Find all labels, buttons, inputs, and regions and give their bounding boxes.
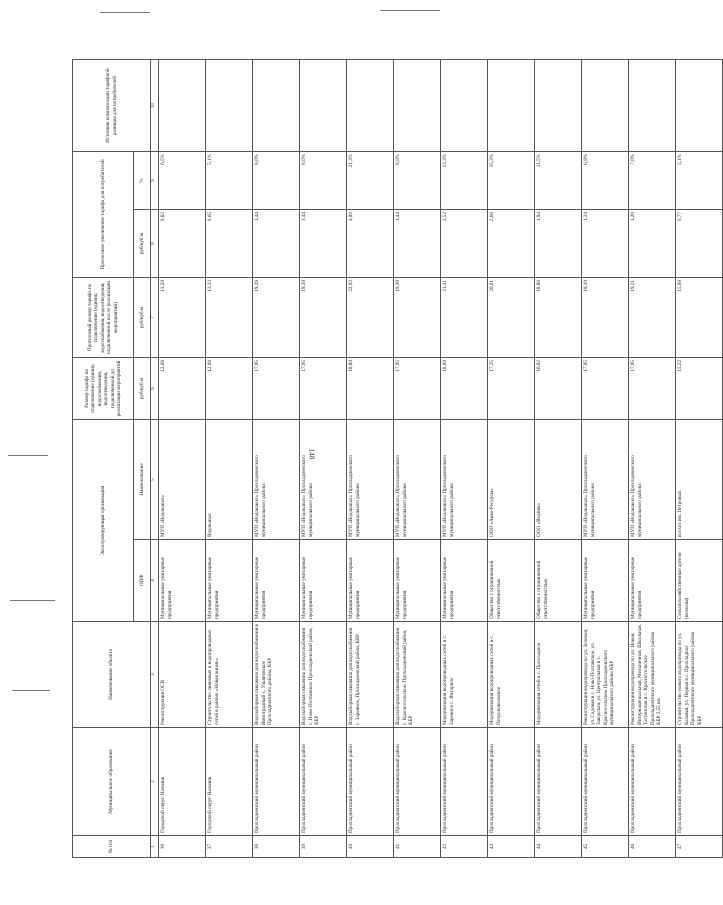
tariff-table-container — [72, 60, 703, 858]
row-municipality: Прохладненский муниципальный район — [441, 728, 488, 836]
row-municipality: Прохладненский муниципальный район — [300, 728, 347, 836]
row-growth-pct: 8,0% — [394, 152, 441, 210]
table-row — [347, 60, 394, 858]
row-municipality: Прохладненский муниципальный район — [629, 728, 676, 836]
row-growth-pct: 15,3% — [488, 152, 535, 210]
row-municipality: Прохладненский муниципальный район — [582, 728, 629, 836]
row-opf: Общество с ограниченной ответственностью — [488, 540, 535, 622]
row-object: Модернизация водопроводных сетей в с. Петропавловское — [488, 622, 535, 728]
row-municipality: Городской округ Нальчик — [206, 728, 253, 836]
column-index-row — [151, 60, 159, 858]
col-index: 3 — [151, 622, 159, 728]
row-growth-pct: 7,0% — [629, 152, 676, 210]
row-object: Реконструкция ОСВ — [159, 622, 206, 728]
row-operator: МУП «Водоканал» Прохладненского муниципального района — [347, 420, 394, 540]
col-index: 10 — [151, 60, 159, 152]
header-source: Источник компенсации тарифной разницы для потребителей — [73, 60, 151, 152]
row-fee-after: 19,19 — [582, 278, 629, 358]
row-municipality: Прохладненский муниципальный район — [488, 728, 535, 836]
row-fee-before: 15,22 — [676, 358, 723, 420]
table-row — [441, 60, 488, 858]
row-opf: Муниципальные унитарные предприятия — [441, 540, 488, 622]
row-num: 38 — [253, 836, 300, 858]
col-index: 2 — [151, 728, 159, 836]
row-fee-before: 17,35 — [488, 358, 535, 420]
row-num: 39 — [300, 836, 347, 858]
row-operator: МУП «Водоканал» Прохладненского муниципального района — [582, 420, 629, 540]
row-fee-before: 12,68 — [159, 358, 206, 420]
table-row — [535, 60, 582, 858]
row-growth-rub: 4,00 — [347, 210, 394, 278]
row-num: 43 — [488, 836, 535, 858]
row-fee-after: 22,92 — [347, 278, 394, 358]
table-row — [159, 60, 206, 858]
table-row — [629, 60, 676, 858]
row-fee-after: 19,39 — [394, 278, 441, 358]
row-fee-before: 17,95 — [394, 358, 441, 420]
table-row — [300, 60, 347, 858]
scan-mark — [10, 600, 55, 601]
row-opf: Общество с ограниченной ответственностью — [535, 540, 582, 622]
row-growth-rub: 1,94 — [535, 210, 582, 278]
row-source — [394, 60, 441, 152]
row-opf: Муниципальные унитарные предприятия — [159, 540, 206, 622]
header-municipality: Муниципальное образование — [73, 728, 151, 836]
scan-mark — [100, 12, 150, 13]
row-operator: МУП «Водоканал» — [159, 420, 206, 540]
row-fee-after: 19,21 — [629, 278, 676, 358]
row-object: Водозаборная скважина для водоснабжения в Виноградный с. Ульяновское Прохладненского района, КБР — [253, 622, 300, 728]
row-growth-rub: 2,66 — [488, 210, 535, 278]
row-fee-after: 19,39 — [300, 278, 347, 358]
row-opf: Муниципальные унитарные предприятия — [347, 540, 394, 622]
row-growth-rub: 1,44 — [300, 210, 347, 278]
row-object: Водозаборная скважина для водоснабжения с. Ново-Полтавское Прохладненский район, КБР — [300, 622, 347, 728]
scan-mark — [12, 690, 50, 691]
rotated-table-sheet — [72, 60, 703, 858]
row-fee-before: 18,89 — [441, 358, 488, 420]
row-opf: Муниципальные унитарные предприятия — [394, 540, 441, 622]
row-object: Водозаборная скважина для водоснабжения с. Красносельское, Прохладненский район, КБР — [394, 622, 441, 728]
col-index: 6 — [151, 358, 159, 420]
header-name: Наименование — [134, 420, 151, 540]
row-opf: Муниципальные унитарные предприятия — [253, 540, 300, 622]
row-operator: ООО «Водник» — [535, 420, 582, 540]
row-growth-pct: 13,3% — [441, 152, 488, 210]
table-row — [582, 60, 629, 858]
header-growth: Прогнозное увеличение тарифа для потребителей — [73, 152, 134, 278]
col-index: 1 — [151, 836, 159, 858]
row-num: 47 — [676, 836, 723, 858]
row-growth-pct: 6,5% — [159, 152, 206, 210]
row-num: 45 — [582, 836, 629, 858]
header-fee-after: Прогнозный размер тарифа на подключение (единиц водоснабжения, водоотведения, подключенной после реализации мероприятий) — [73, 278, 134, 358]
header-unit-before: руб/куб.м — [134, 358, 151, 420]
row-growth-pct: 11,5% — [535, 152, 582, 210]
row-source — [582, 60, 629, 152]
row-growth-pct: 5,1% — [676, 152, 723, 210]
row-fee-before: 12,68 — [206, 358, 253, 420]
row-operator: МУП «Водоканал» Прохладненского муниципального района — [394, 420, 441, 540]
row-opf: Муниципальные унитарные предприятия — [300, 540, 347, 622]
row-fee-before: 16,92 — [535, 358, 582, 420]
row-municipality: Прохладненский муниципальный район — [676, 728, 723, 836]
row-growth-pct: 8,0% — [300, 152, 347, 210]
row-source — [535, 60, 582, 152]
table-row — [394, 60, 441, 858]
row-fee-after: 21,41 — [441, 278, 488, 358]
row-opf: Сельскохозяйственные артели (колхозы) — [676, 540, 723, 622]
header-row — [73, 60, 134, 858]
table-row — [676, 60, 723, 858]
row-source — [488, 60, 535, 152]
row-fee-before: 17,95 — [629, 358, 676, 420]
col-index: 7 — [151, 278, 159, 358]
header-unit-after: руб/куб.м — [134, 278, 151, 358]
col-index: 4 — [151, 540, 159, 622]
row-opf: Муниципальные унитарные предприятия — [629, 540, 676, 622]
row-growth-rub: 1,26 — [629, 210, 676, 278]
row-num: 40 — [347, 836, 394, 858]
header-operator: Эксплуатирующая организация — [73, 420, 134, 622]
row-source — [300, 60, 347, 152]
row-source — [629, 60, 676, 152]
row-operator: МУП «Водоканал» Прохладненского муниципального района — [300, 420, 347, 540]
header-fee-before: Размер тарифа на подключение (единиц водоснабжения, водоотведения, подключенной до реализации мероприятий — [73, 358, 134, 420]
row-municipality: Прохладненский муниципальный район — [347, 728, 394, 836]
header-growth-pct: % — [134, 152, 151, 210]
row-growth-pct: 21,3% — [347, 152, 394, 210]
row-operator: Водоканал — [206, 420, 253, 540]
row-num: 44 — [535, 836, 582, 858]
row-operator: МУП «Водоканал» Прохладненского муниципального района — [441, 420, 488, 540]
row-object: Строительство нового водопровода по ул. Казачья, ул. Первая в с. Прохладное Прохладненского муниципального района КБР — [676, 622, 723, 728]
row-growth-rub: 1,44 — [394, 210, 441, 278]
row-growth-rub: 1,44 — [253, 210, 300, 278]
row-object: Модернизация сетей в с. Прохладное — [535, 622, 582, 728]
table-row — [253, 60, 300, 858]
table-row — [488, 60, 535, 858]
row-growth-pct: 5,1% — [206, 152, 253, 210]
header-growth-rub: руб/куб.м — [134, 210, 151, 278]
row-fee-after: 13,50 — [159, 278, 206, 358]
row-object: Модернизация водопроводных сетей в с. Заречное с. Янтарное — [441, 622, 488, 728]
row-num: 36 — [159, 836, 206, 858]
row-source — [206, 60, 253, 152]
row-fee-before: 17,95 — [300, 358, 347, 420]
col-index: 9 — [151, 152, 159, 210]
row-source — [676, 60, 723, 152]
row-fee-after: 20,01 — [488, 278, 535, 358]
row-municipality: Городской округ Нальчик — [159, 728, 206, 836]
header-object: Наименование объекта — [73, 622, 151, 728]
row-municipality: Прохладненский муниципальный район — [394, 728, 441, 836]
row-operator: МУП «Водоканал» Прохладненского муниципального района — [629, 420, 676, 540]
row-object: Реконструкция водопровода по ул. Новая, Интернациональная, Мельничная, Школьная, Тагуанская в с. Красносельское Прохладненского муниципального района КБР 2,55 км — [629, 622, 676, 728]
row-growth-rub: 0,82 — [159, 210, 206, 278]
row-fee-after: 18,86 — [535, 278, 582, 358]
row-source — [253, 60, 300, 152]
row-source — [347, 60, 394, 152]
row-object: Водозаборная скважина для водоснабжения с. Заречное, Прохладненский район, КБР — [347, 622, 394, 728]
table-body — [159, 60, 723, 858]
row-municipality: Прохладненский муниципальный район — [253, 728, 300, 836]
row-growth-rub: 0,77 — [676, 210, 723, 278]
tariff-table — [72, 59, 723, 858]
row-fee-before: 17,95 — [253, 358, 300, 420]
row-fee-after: 19,39 — [253, 278, 300, 358]
row-operator: МУП «Водоканал» Прохладненского муниципального района — [253, 420, 300, 540]
page-number: 148 — [307, 448, 316, 460]
row-operator: ООО «Аква-Ресурсы» — [488, 420, 535, 540]
col-index: 5 — [151, 420, 159, 540]
table-row — [206, 60, 253, 858]
row-operator: колхоз им. Петровых — [676, 420, 723, 540]
row-municipality: Прохладненский муниципальный район — [535, 728, 582, 836]
header-opf: ОПФ — [134, 540, 151, 622]
row-fee-after: 15,99 — [676, 278, 723, 358]
scan-mark — [380, 10, 440, 11]
row-opf: Муниципальные унитарные предприятия — [582, 540, 629, 622]
row-source — [441, 60, 488, 152]
header-num: № п/п — [73, 836, 151, 858]
row-fee-before: 17,95 — [582, 358, 629, 420]
row-num: 41 — [394, 836, 441, 858]
row-num: 46 — [629, 836, 676, 858]
row-opf: Муниципальные унитарные предприятия — [206, 540, 253, 622]
row-growth-pct: 6,9% — [582, 152, 629, 210]
col-index: 8 — [151, 210, 159, 278]
row-growth-pct: 8,0% — [253, 152, 300, 210]
row-num: 37 — [206, 836, 253, 858]
row-object: Реконструкция водопровода по ул. Зеленая, ул. Садовая в с. Ново-Полтавское, ул. Заводская, ул. Центральная в с. Красносельское Прохладненского муниципального района КБР — [582, 622, 629, 728]
row-source — [159, 60, 206, 152]
scan-mark — [8, 455, 48, 456]
row-growth-rub: 1,24 — [582, 210, 629, 278]
row-object: Строительство ливневых и водопроводных сетей в районе «Новая жизнь» — [206, 622, 253, 728]
row-growth-rub: 2,52 — [441, 210, 488, 278]
row-num: 42 — [441, 836, 488, 858]
row-growth-rub: 0,65 — [206, 210, 253, 278]
row-fee-before: 18,80 — [347, 358, 394, 420]
row-fee-after: 13,33 — [206, 278, 253, 358]
